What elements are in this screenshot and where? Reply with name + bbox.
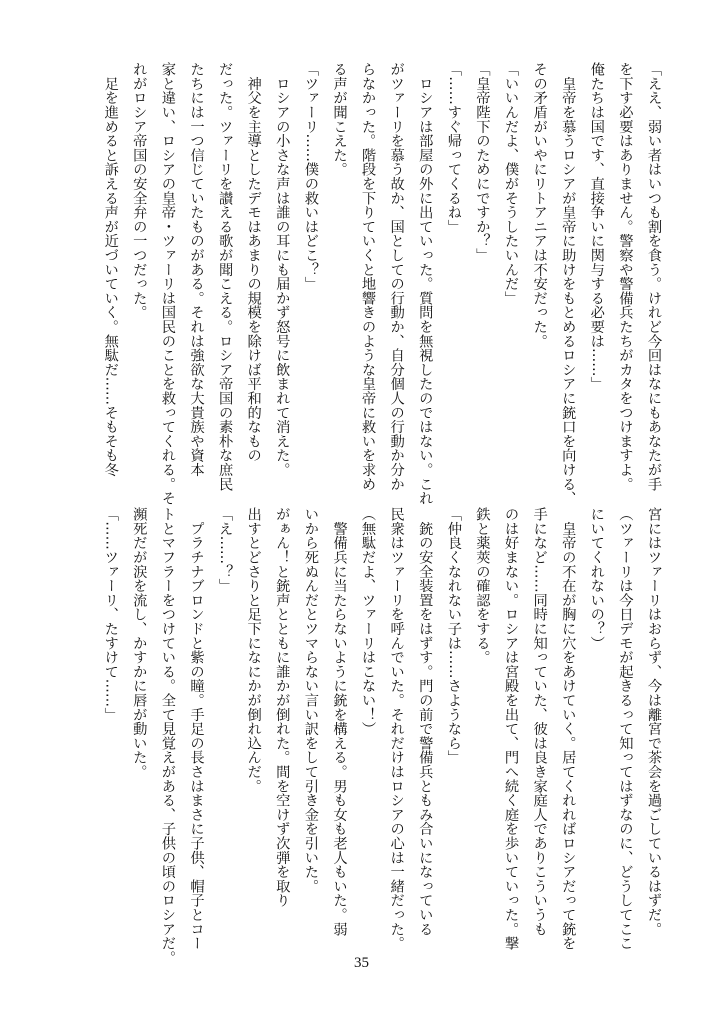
- text-column: 「皇帝陛下のためにですか？」: [474, 62, 491, 263]
- text-column: 「仲良くなれない子は……さようなら」: [445, 507, 462, 765]
- text-column: がツァーリを慕う故か、国としての行動か、自分個人の行動か分か: [388, 62, 405, 491]
- text-column: 「ツァーリ……僕の救いはどこ？」: [302, 62, 319, 291]
- text-column: 家と違い、ロシアの皇帝・ツァーリは国民のことを救ってくれる。そ: [159, 62, 176, 506]
- text-column: がぁん！と銃声とともに誰かが倒れた。間を空けず次弾を取り: [274, 507, 291, 908]
- text-column: 「いいんだよ、僕がそうしたいんだ」: [503, 62, 520, 306]
- text-column: トとマフラーをつけている。全て見覚えがある、子供の頃のロシアだ。: [159, 507, 176, 965]
- text-column: 宮にはツァーリはおらず、今は離宮で茶会を過ごしているはずだ。: [646, 507, 662, 936]
- text-column: ロシアは部屋の外に出ていった。質問を無視したのではない。これ: [417, 62, 434, 506]
- text-column: 「……すぐ帰ってくるね」: [445, 62, 462, 234]
- text-column: 足を進めると訴える声が近づいていく。無駄だ……そもそも冬: [102, 62, 119, 477]
- text-column: 鉄と薬莢の確認をする。: [474, 507, 491, 665]
- text-column: 瀕死だが涙を流し、かすかに唇が動いた。: [131, 507, 148, 779]
- text-column: 手になど……同時に知っていた、彼は良き家庭人でありこういうも: [531, 507, 548, 936]
- text-column: 民衆はツァーリを呼んでいた。それだけはロシアの心は一緒だった。: [388, 507, 405, 951]
- text-column: ロシアの小さな声は誰の耳にも届かず怒号に飲まれて消えた。: [274, 62, 291, 477]
- text-column: 「……ツァーリ、たすけて……」: [102, 507, 119, 722]
- text-column: 「え……？」: [217, 507, 234, 593]
- text-column: 神父を主導としたデモはあまりの規模を除けば平和的なもの: [245, 62, 262, 463]
- text-column: （無駄だよ、ツァーリはこない！）: [360, 507, 377, 736]
- text-column: にいてくれないの？）: [588, 507, 605, 650]
- text-column: 皇帝を慕うロシアが皇帝に助けをもとめるロシアに銃口を向ける、: [560, 62, 577, 506]
- text-column: のは好まない。ロシアは宮殿を出て、門へ続く庭を歩いていった。撃: [503, 507, 520, 951]
- text-column: （ツァーリは今日デモが起きるって知ってはずなのに、どうしてここ: [617, 507, 634, 951]
- text-column: れがロシア帝国の安全弁の一つだった。: [131, 62, 148, 320]
- text-column: 「ええ、弱い者はいつも割を食う。けれど今回はなにもあなたが手: [646, 62, 662, 491]
- text-column: 警備兵に当たらないように銃を構える。男も女も老人もいた。弱: [331, 507, 348, 936]
- text-column: 出すとどさりと足下になにかが倒れ込んだ。: [245, 507, 262, 793]
- text-column: たちには一つ信じていたものがある。それは強欲な大貴族や資本: [188, 62, 205, 477]
- text-column: 皇帝の不在が胸に穴をあけていく。居てくれればロシアだって銃を: [560, 507, 577, 951]
- text-column: 俺たちは国です、直接争いに関与する必要は……」: [588, 62, 605, 391]
- page-number: 35: [354, 955, 369, 971]
- text-block-top: [88, 62, 668, 506]
- text-column: を下す必要はありません。警察や警備兵たちがカタをつけますよ。: [617, 62, 634, 491]
- text-column: その矛盾がいやにリトアニアは不安だった。: [531, 62, 548, 348]
- text-column: 銃の安全装置をはずす。門の前で警備兵ともみ合いになっている: [417, 507, 434, 936]
- text-column: る声が聞こえた。: [331, 62, 348, 177]
- text-column: だった。ツァーリを讃える歌が聞こえる。ロシア帝国の素朴な庶民: [217, 62, 234, 491]
- text-column: らなかった。階段を下りていくと地響きのような皇帝に救いを求め: [360, 62, 377, 491]
- text-column: いから死ぬんだとツマらない言い訳をして引き金を引いた。: [302, 507, 319, 894]
- text-column: プラチナブロンドと紫の瞳。手足の長さはまさに子供、帽子とコー: [188, 507, 205, 951]
